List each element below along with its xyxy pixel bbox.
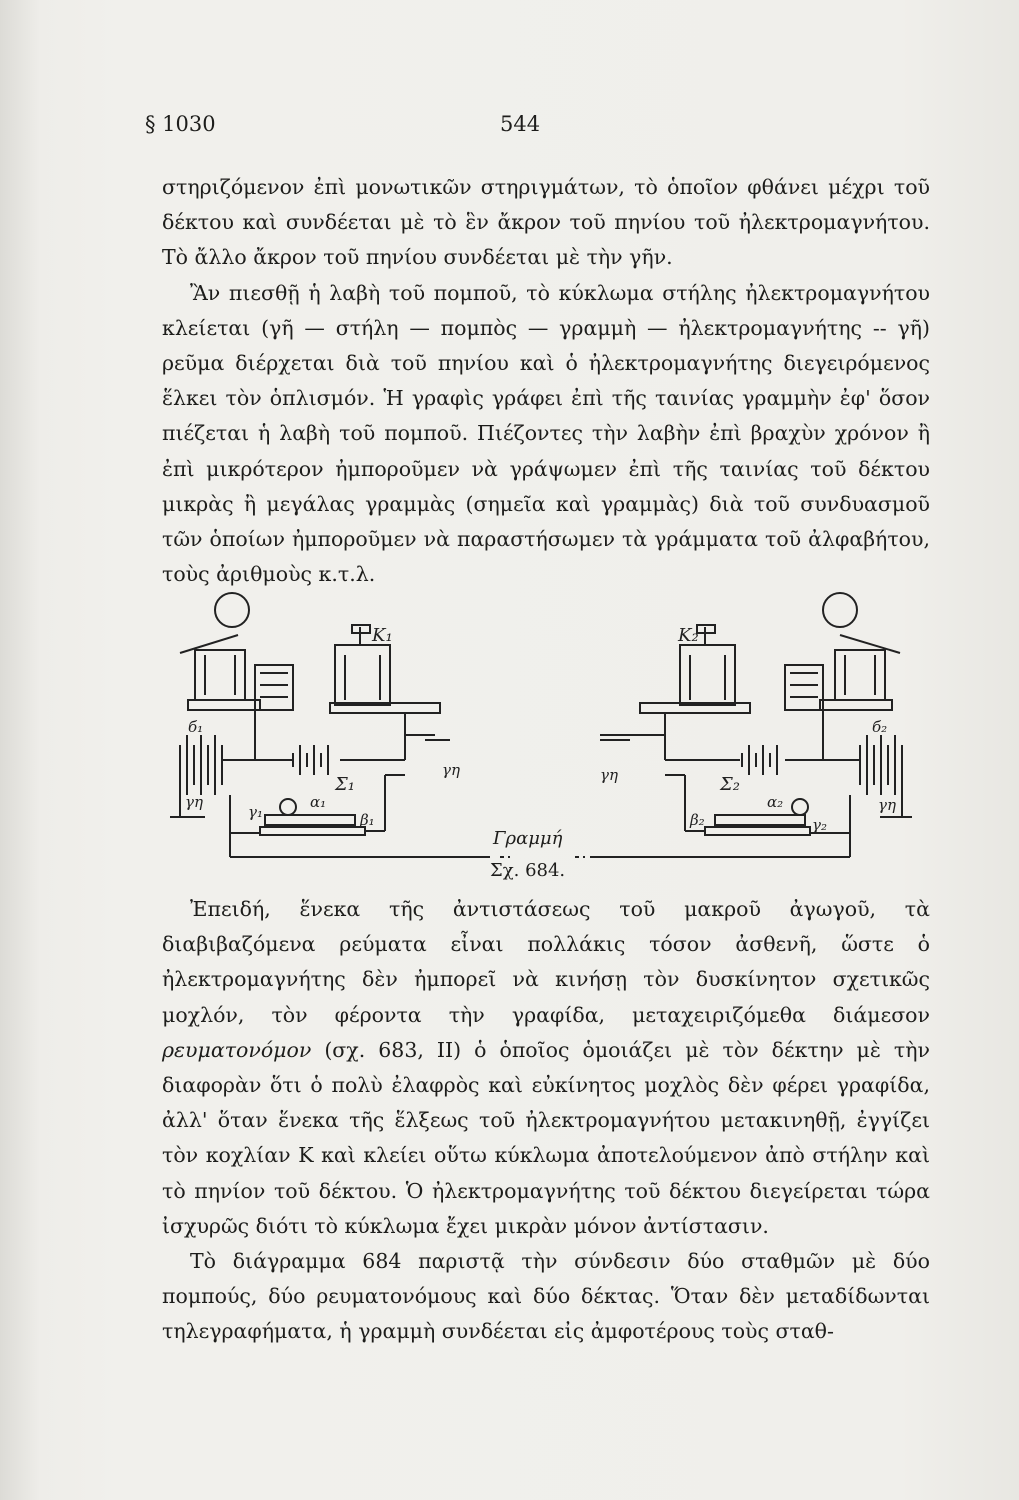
label-alpha2: α₂	[767, 793, 784, 811]
label-alpha1: α₁	[310, 793, 327, 811]
paragraph: Τὸ διάγραμμα 684 παριστᾷ τὴν σύνδεσιν δύο σταθμῶν μὲ δύο πομπούς, δύο ρευματονόμους καὶ δύο δέκτας. Ὅταν δὲν μεταδίδωνται τηλεγραφήματα, ἡ γραμμὴ συνδέεται εἰς ἀμφοτέρους τοὺς σταθ-	[162, 1249, 930, 1344]
emphasized-term: ρευματονόμον	[162, 1037, 312, 1062]
paragraph: στηριζόμενον ἐπὶ μονωτικῶν στηριγμάτων, τὸ ὁποῖον φθάνει μέχρι τοῦ δέκτου καὶ συνδέεται μὲ τὸ ἓν ἄκρον τοῦ πηνίου τοῦ ἠλεκτρομαγνήτου. Τὸ ἄλλο ἄκρον τοῦ πηνίου συνδέεται μὲ τὴν γῆν.	[162, 175, 930, 270]
line-label: Γραμμή	[493, 828, 563, 849]
paragraph-text: (σχ. 683, II) ὁ ὁποῖος ὁμοιάζει μὲ τὸν δέκτην μὲ τὴν διαφορὰν ὅτι ὁ πολὺ ἐλαφρὸς καὶ εὐκίνητος μοχλὸς δὲν φέρει γραφίδα, ἀλλ' ὅταν ἕνεκα τῆς ἕλξεως τοῦ ἠλεκτρομαγνήτου μετακινηθῇ, ἐγγίζει τὸν κοχλίαν Κ καὶ κλείει οὕτω κύκλωμα ἀποτελούμενον ἀπὸ στήλην καὶ τὸ πηνίον τοῦ δέκτου. Ὁ ἠλεκτρομαγνήτης τοῦ δέκτου διεγείρεται τώρα ἰσχυρῶς διότι τὸ κύκλωμα ἔχει μικρὰν μόνον ἀντίστασιν.	[162, 1037, 930, 1238]
label-gamma2: γ₂	[812, 816, 827, 834]
label-ge-mid-right: γη	[600, 766, 618, 784]
tape-reel-right	[823, 593, 857, 627]
label-ge-left: γη	[185, 793, 203, 811]
label-beta1: β₁	[360, 811, 375, 829]
label-e1: б₁	[188, 718, 204, 736]
label-ge-right: γη	[878, 796, 896, 814]
receiver-right	[835, 650, 885, 700]
section-number: § 1030	[145, 112, 216, 136]
paragraph: Ἂν πιεσθῇ ἡ λαβὴ τοῦ πομποῦ, τὸ κύκλωμα στήλης ἠλεκτρομαγνήτου κλείεται (γῆ — στήλη — πομπὸς — γραμμὴ — ἠλεκτρομαγνήτης -- γῆ) ρεῦμα διέρχεται διὰ τοῦ πηνίου καὶ ὁ ἠλεκτρομαγνήτης διεγειρόμενος ἕλκει τὸν ὁπλισμόν. Ἡ γραφὶς γράφει ἐπὶ τῆς ταινίας γραμμὴν ἐφ' ὅσον πιέζεται ἡ λαβὴ τοῦ πομποῦ. Πιέζοντες τὴν λαβὴν ἐπὶ βραχὺν χρόνον ἢ ἐπὶ μικρότερον ἠμποροῦμεν νὰ γράψωμεν ἐπὶ τῆς ταινίας τοῦ δέκτου μικρὰς ἢ μεγάλας γραμμὰς (σημεῖα καὶ γραμμὰς) διὰ τοῦ συνδυασμοῦ τῶν ὁποίων ἠμποροῦμεν νὰ παραστήσωμεν τὰ γράμματα τοῦ ἀλφαβήτου, τοὺς ἀριθμοὺς κ.τ.λ.	[162, 280, 930, 587]
text-block-bottom	[162, 892, 930, 1350]
label-gamma1: γ₁	[248, 803, 263, 821]
label-beta2: β₂	[690, 811, 705, 829]
figure-caption: Σχ. 684.	[490, 860, 566, 881]
label-sigma1: Σ₁	[335, 774, 355, 795]
paragraph	[162, 892, 930, 1244]
sender-knob-right	[792, 799, 808, 815]
label-sigma2: Σ₂	[720, 774, 740, 795]
contact-k2	[680, 645, 735, 705]
label-k2: K₂	[678, 625, 699, 646]
receiver-left	[195, 650, 245, 700]
sender-right	[715, 815, 805, 825]
paragraph-text: Ἐπειδή, ἕνεκα τῆς ἀντιστάσεως τοῦ μακροῦ ἀγωγοῦ, τὰ διαβιβαζόμενα ρεύματα εἶναι πολλάκις τόσον ἀσθενῆ, ὥστε ὁ ἠλεκτρομαγνήτης δὲν ἠμπορεῖ νὰ κινήσῃ τὸν δυσκίνητον σχετικῶς μοχλόν, τὸν φέροντα τὴν γραφίδα, μεταχειριζόμεθα διάμεσον	[162, 897, 930, 1027]
label-k1: K₁	[372, 625, 393, 646]
label-e2: б₂	[872, 718, 888, 736]
page-number: 544	[500, 112, 541, 136]
sender-knob-left	[280, 799, 296, 815]
label-ge-mid-left: γη	[442, 761, 460, 779]
text-block-top	[162, 170, 930, 592]
page-header	[145, 112, 925, 152]
tape-reel-left	[215, 593, 249, 627]
contact-k1	[335, 645, 390, 705]
sender-left	[265, 815, 355, 825]
relay-right	[785, 665, 823, 710]
